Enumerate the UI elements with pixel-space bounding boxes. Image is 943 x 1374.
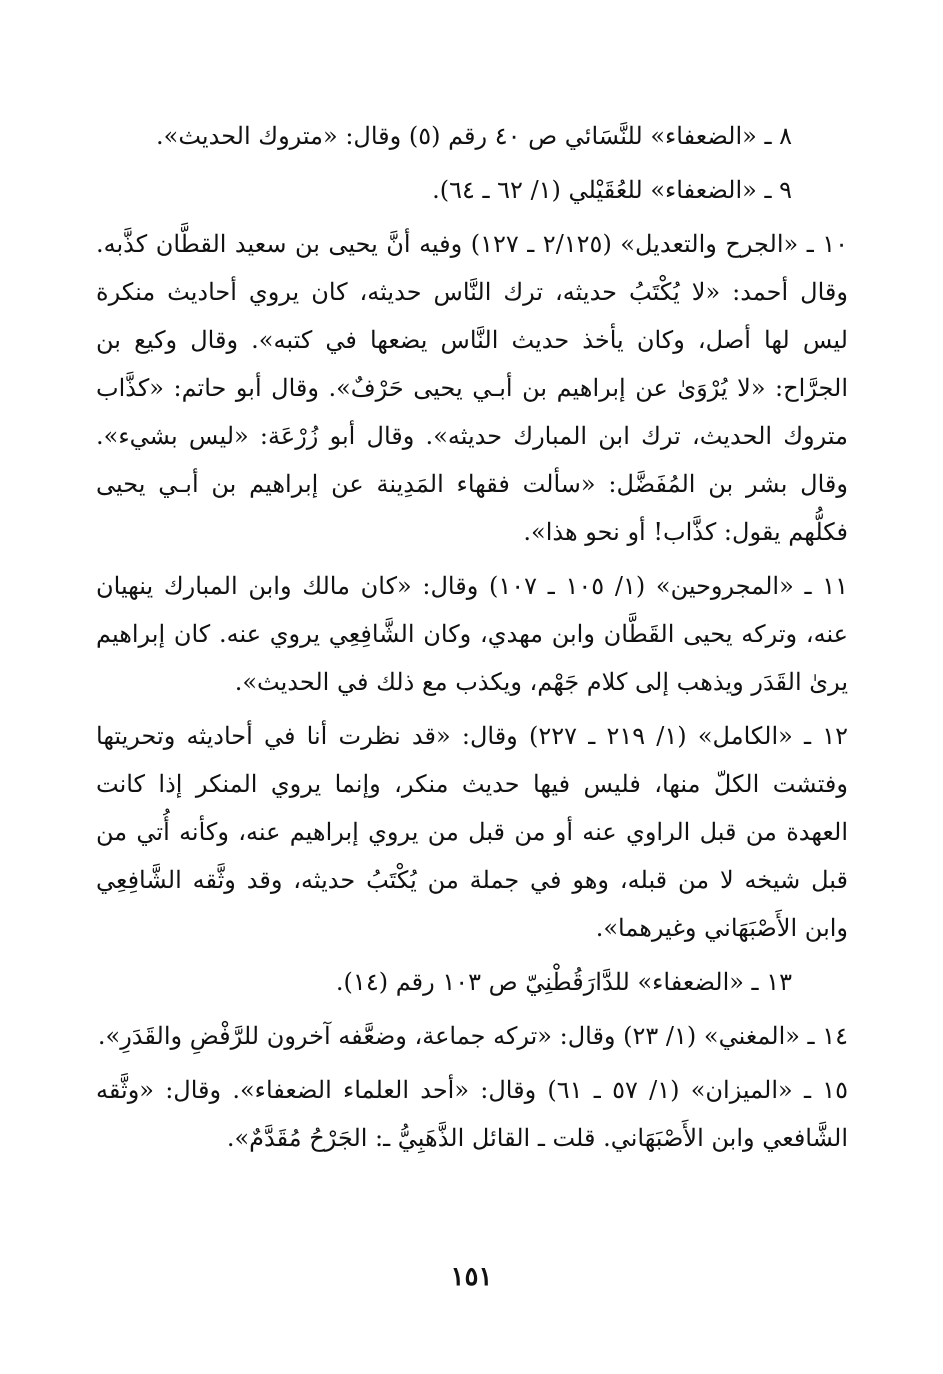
page-number: ١٥١ (450, 1262, 493, 1292)
footnote-entry-10: ١٠ ـ «الجرح والتعديل» (٢/١٢٥ ـ ١٢٧) وفيه أنَّ يحيى بن سعيد القطَّان كذَّبه. وقال أحمد: «لا يُكْتَبُ حديثه، ترك النَّاس حديثه، كان يروي أحاديث منكرة ليس لها أصل، وكان يأخذ حديث النَّاس يضعها في كتبه». وقال وكيع بن الجرَّاح: «لا يُرْوَىٰ عن إبراهيم بن أبـي يحيى حَرْفٌ». وقال أبو حاتم: «كذَّاب متروك الحديث، ترك ابن المبارك حديثه». وقال أبو زُرْعَة: «ليس بشيء». وقال بشر بن المُفَضَّل: «سألت فقهاء المَدِينة عن إبراهيم بن أبـي يحيى فكلُّهم يقول: كذَّاب! أو نحو هذا». (96, 230, 849, 546)
footnote-entry-13: ١٣ ـ «الضعفاء» للدَّارَقُطْنِيّ ص ١٠٣ رقم (١٤). (335, 968, 792, 996)
footnote-entry-8: ٨ ـ «الضعفاء» للنَّسَائي ص ٤٠ رقم (٥) وقال: «متروك الحديث». (156, 122, 792, 150)
footnote-entry-11: ١١ ـ «المجروحين» (١/ ١٠٥ ـ ١٠٧) وقال: «كان مالك وابن المبارك ينهيان عنه، وتركه يحيى القَطَّان وابن مهدي، وكان الشَّافِعِي يروي عنه. كان إبراهيم يرىٰ القَدَر ويذهب إلى كلام جَهْم، ويكذب مع ذلك في الحديث». (96, 572, 849, 696)
footnote-entry-9: ٩ ـ «الضعفاء» للعُقَيْلي (١/ ٦٢ ـ ٦٤). (432, 176, 792, 204)
footnote-entry-14: ١٤ ـ «المغني» (١/ ٢٣) وقال: «تركه جماعة، وضعَّفه آخرون للرَّفْضِ والقَدَرِ». (97, 1022, 848, 1050)
page-body (96, 112, 848, 1162)
footnote-entry-12: ١٢ ـ «الكامل» (١/ ٢١٩ ـ ٢٢٧) وقال: «قد نظرت أنا في أحاديثه وتحريتها وفتشت الكلّ منها، فليس فيها حديث منكر، وإنما يروي المنكر إذا كانت العهدة من قبل الراوي عنه أو من قبل من يروي إبراهيم عنه، وكأنه أُتي من قبل شيخه لا من قبله، وهو في جملة من يُكْتَبُ حديثه، وقد وثَّقه الشَّافِعِي وابن الأَصْبَهَاني وغيرهما». (96, 722, 849, 942)
footnote-entry-15: ١٥ ـ «الميزان» (١/ ٥٧ ـ ٦١) وقال: «أحد العلماء الضعفاء». وقال: «وثَّقه الشَّافعي وابن الأَصْبَهَاني. قلت ـ القائل الذَّهَبِيُّ ـ: الجَرْحُ مُقَدَّمٌ». (96, 1076, 849, 1152)
